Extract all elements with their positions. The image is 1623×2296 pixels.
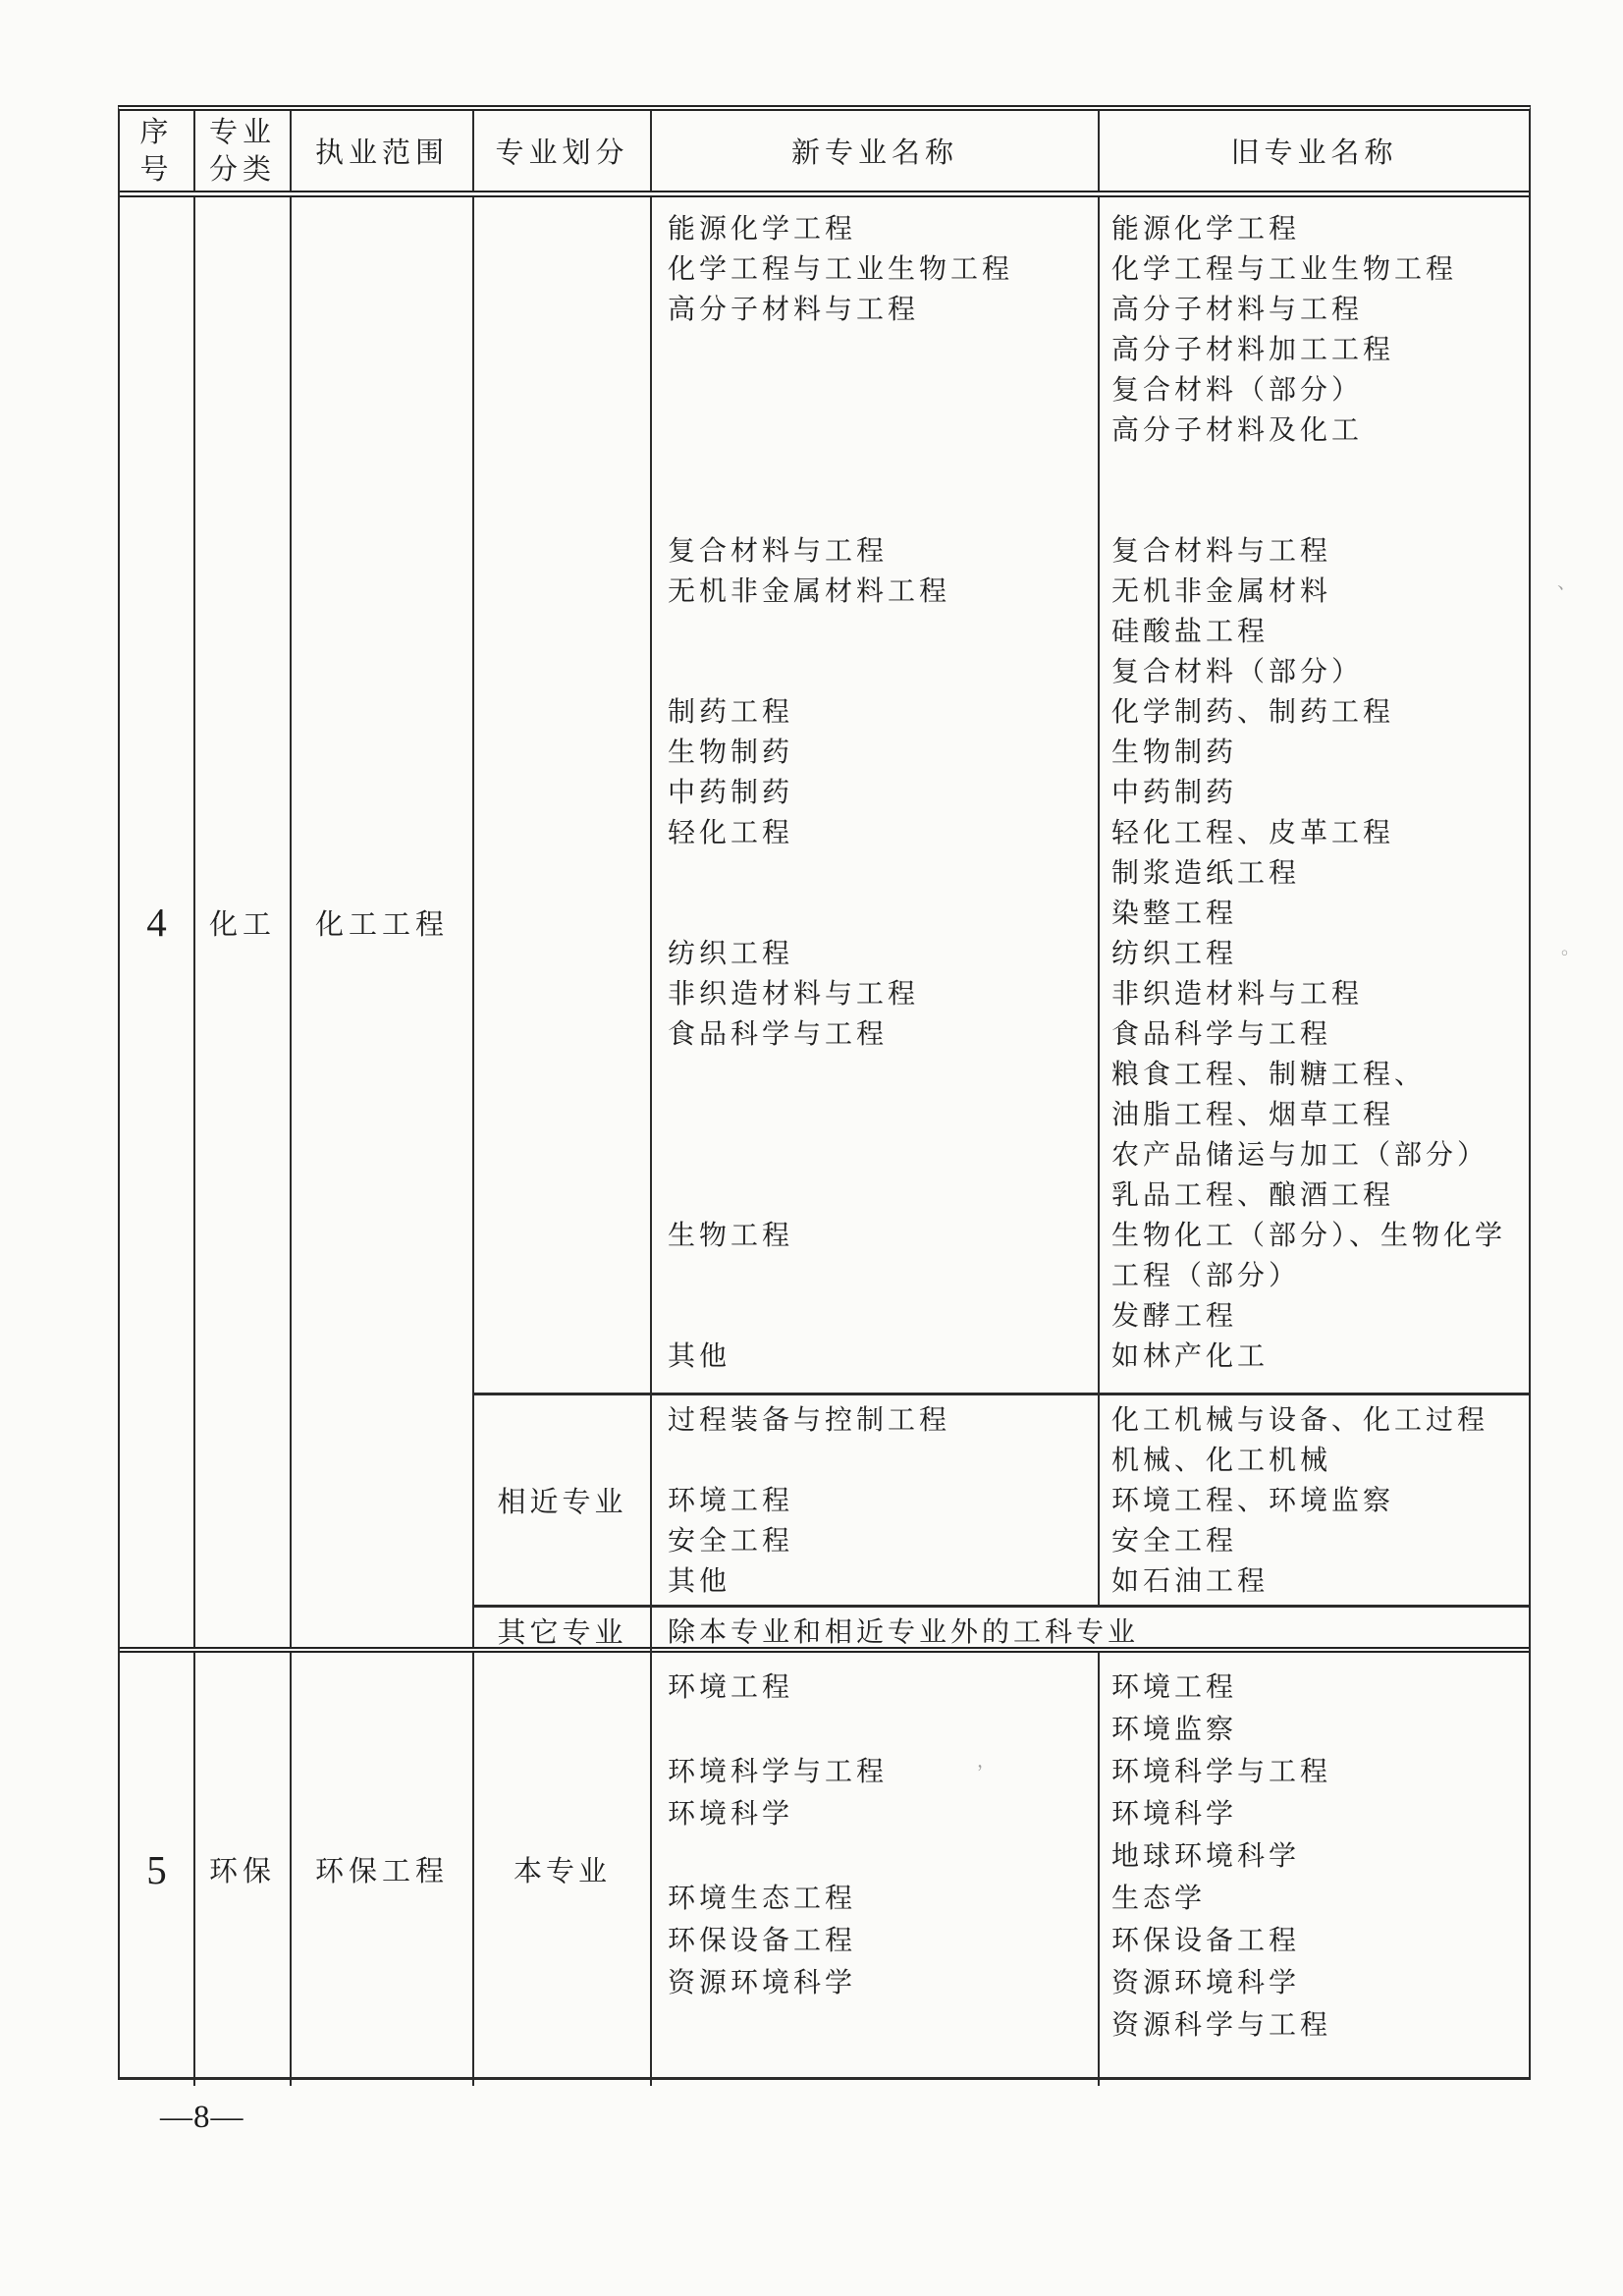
new-major-line: 轻化工程: [668, 818, 794, 848]
old-major-line: 化学制药、制药工程: [1111, 697, 1395, 728]
new-major-line: [668, 1441, 1098, 1481]
old-major-line: 高分子材料与工程: [1111, 295, 1364, 325]
old-major-line: 安全工程: [1111, 1526, 1238, 1557]
new-major-line: [668, 451, 1098, 491]
division-label: 其它专业: [497, 1616, 627, 1649]
new-major-line: [668, 1296, 1098, 1337]
new-major-line: [668, 652, 1098, 692]
old-major-line: 硅酸盐工程: [1111, 617, 1270, 647]
new-major-line: 过程装备与控制工程: [668, 1405, 951, 1436]
scan-artifact: ，: [977, 1751, 997, 1772]
span-text-cell: [652, 1608, 1529, 1653]
subrow-near: [474, 1393, 1529, 1605]
header-scope-label: 执业范围: [314, 137, 449, 169]
section-category-label: 化工: [208, 908, 276, 941]
new-major-line: [668, 330, 1098, 370]
old-major-line: 轻化工程、皮革工程: [1111, 818, 1395, 848]
new-major-line: 无机非金属材料工程: [668, 576, 951, 607]
old-major-line: 生物制药: [1111, 738, 1238, 768]
subrow-main: [474, 197, 1529, 1393]
old-major-line: 环境科学与工程: [1111, 1757, 1332, 1787]
new-major-line: 制药工程: [668, 697, 794, 728]
new-major-line: [668, 1709, 1098, 1751]
division-cell: [474, 1395, 652, 1605]
majors-mapping-table: [118, 105, 1531, 2080]
new-major-line: 能源化学工程: [668, 214, 857, 245]
header-scope: [292, 111, 474, 191]
new-major-line: 环境科学与工程: [668, 1757, 889, 1787]
new-major-line: 环境科学: [668, 1799, 794, 1830]
old-major-line: 工程（部分）: [1111, 1261, 1301, 1291]
header-category-label: 专业分类: [208, 116, 276, 186]
old-major-line: 如石油工程: [1111, 1566, 1270, 1597]
old-major-line: [1111, 491, 1529, 531]
scan-artifact: 。: [1561, 938, 1581, 958]
old-major-line: 非织造材料与工程: [1111, 979, 1364, 1010]
old-major-line: [1111, 451, 1529, 491]
old-major-line: 制浆造纸工程: [1111, 858, 1301, 889]
new-major-line: [668, 1175, 1098, 1216]
old-major-line: 乳品工程、酿酒工程: [1111, 1180, 1395, 1211]
old-major-line: 纺织工程: [1111, 939, 1238, 969]
new-major-line: 环保设备工程: [668, 1926, 857, 1956]
section-scope-label: 化工工程: [314, 908, 449, 941]
section-scope-label: 环保工程: [314, 1856, 449, 1887]
old-major-line: 农产品储运与加工（部分）: [1111, 1140, 1489, 1171]
new-major-line: 高分子材料与工程: [668, 295, 920, 325]
new-majors-cell: [652, 197, 1100, 1393]
new-major-line: [668, 853, 1098, 894]
old-major-line: 食品科学与工程: [1111, 1019, 1332, 1050]
new-major-line: 中药制药: [668, 778, 794, 808]
old-major-line: 环境工程: [1111, 1672, 1238, 1703]
old-major-line: 能源化学工程: [1111, 214, 1301, 245]
section-subrows: [474, 1653, 1529, 2086]
old-major-line: 机械、化工机械: [1111, 1446, 1332, 1476]
new-major-line: 环境生态工程: [668, 1884, 857, 1914]
new-major-line: [668, 1835, 1098, 1878]
old-major-line: 油脂工程、烟草工程: [1111, 1100, 1395, 1130]
page-number: —8—: [160, 2100, 244, 2135]
new-major-line: 纺织工程: [668, 939, 794, 969]
section-scope-cell: [292, 1653, 474, 2086]
new-major-line: 生物工程: [668, 1221, 794, 1251]
section-category-label: 环保: [208, 1856, 276, 1887]
header-seq-label: 序号: [139, 116, 174, 186]
old-major-line: 资源科学与工程: [1111, 2010, 1332, 2041]
old-major-line: 生物化工（部分）、生物化学: [1111, 1221, 1507, 1251]
subrow-main: [474, 1653, 1529, 2086]
section-subrows: [474, 197, 1529, 1647]
new-major-line: [668, 1095, 1098, 1135]
new-major-line: 化学工程与工业生物工程: [668, 254, 1014, 285]
old-major-line: 高分子材料及化工: [1111, 415, 1364, 446]
old-major-line: 地球环境科学: [1111, 1841, 1301, 1872]
header-division: [474, 111, 652, 191]
table-header-row: [120, 111, 1529, 197]
new-major-line: 其他: [668, 1566, 731, 1597]
header-old-name: [1100, 111, 1529, 191]
old-major-line: 环境监察: [1111, 1715, 1238, 1745]
section-row-5: [120, 1653, 1529, 2086]
new-major-line: [668, 410, 1098, 451]
division-label: 相近专业: [497, 1487, 627, 1518]
header-new-name: [652, 111, 1100, 191]
new-major-line: [668, 1135, 1098, 1175]
header-new-name-label: 新专业名称: [790, 137, 958, 169]
old-major-line: 复合材料（部分）: [1111, 657, 1364, 687]
new-major-line: 复合材料与工程: [668, 536, 889, 567]
new-major-line: 环境工程: [668, 1672, 794, 1703]
division-cell: [474, 1608, 652, 1653]
division-label: 本专业: [513, 1856, 611, 1887]
old-major-line: 环境科学: [1111, 1799, 1238, 1830]
subrow-other-majors: [474, 1605, 1529, 1653]
old-majors-cell: [1100, 1395, 1529, 1605]
new-major-line: [668, 1256, 1098, 1296]
division-cell: [474, 197, 652, 1393]
scan-artifact: 、: [1557, 573, 1577, 593]
old-major-line: 中药制药: [1111, 778, 1238, 808]
new-majors-cell: [652, 1395, 1100, 1605]
old-major-line: 环境工程、环境监察: [1111, 1486, 1395, 1516]
section-category-cell: [195, 197, 292, 1647]
old-major-line: 复合材料与工程: [1111, 536, 1332, 567]
new-major-line: 非织造材料与工程: [668, 979, 920, 1010]
new-majors-cell: [652, 1653, 1100, 2086]
old-major-line: 资源环境科学: [1111, 1968, 1301, 1998]
section-row-4: [120, 197, 1529, 1653]
division-cell: [474, 1653, 652, 2086]
old-major-line: 高分子材料加工工程: [1111, 335, 1395, 365]
header-old-name-label: 旧专业名称: [1230, 137, 1398, 169]
old-major-line: 生态学: [1111, 1884, 1207, 1914]
old-majors-cell: [1100, 197, 1529, 1393]
new-major-line: [668, 491, 1098, 531]
new-major-line: 环境工程: [668, 1486, 794, 1516]
old-major-line: 无机非金属材料: [1111, 576, 1332, 607]
old-major-line: 环保设备工程: [1111, 1926, 1301, 1956]
old-major-line: 染整工程: [1111, 899, 1238, 929]
table-body: [120, 197, 1529, 2086]
section-seq-cell: [120, 197, 195, 1647]
old-majors-cell: [1100, 1653, 1529, 2086]
new-major-line: [668, 370, 1098, 410]
old-major-line: 化学工程与工业生物工程: [1111, 254, 1458, 285]
section-scope-cell: [292, 197, 474, 1647]
new-major-line: 其他: [668, 1341, 731, 1372]
section-seq-cell: [120, 1653, 195, 2086]
header-division-label: 专业划分: [495, 137, 629, 169]
new-major-line: [668, 2004, 1098, 2047]
section-seq-label: 5: [146, 1846, 167, 1892]
new-major-line: 生物制药: [668, 738, 794, 768]
old-major-line: 粮食工程、制糖工程、: [1111, 1060, 1427, 1090]
section-category-cell: [195, 1653, 292, 2086]
new-major-line: [668, 894, 1098, 934]
header-seq: [120, 111, 195, 191]
new-major-line: [668, 1055, 1098, 1095]
old-major-line: 化工机械与设备、化工过程: [1111, 1405, 1489, 1436]
new-major-line: 食品科学与工程: [668, 1019, 889, 1050]
new-major-line: [668, 612, 1098, 652]
new-major-line: 资源环境科学: [668, 1968, 857, 1998]
old-major-line: 复合材料（部分）: [1111, 375, 1364, 406]
section-seq-label: 4: [146, 900, 167, 945]
old-major-line: 如林产化工: [1111, 1341, 1270, 1372]
header-category: [195, 111, 292, 191]
old-major-line: 发酵工程: [1111, 1301, 1238, 1332]
span-text: 除本专业和相近专业外的工科专业: [668, 1617, 1140, 1648]
new-major-line: 安全工程: [668, 1526, 794, 1557]
